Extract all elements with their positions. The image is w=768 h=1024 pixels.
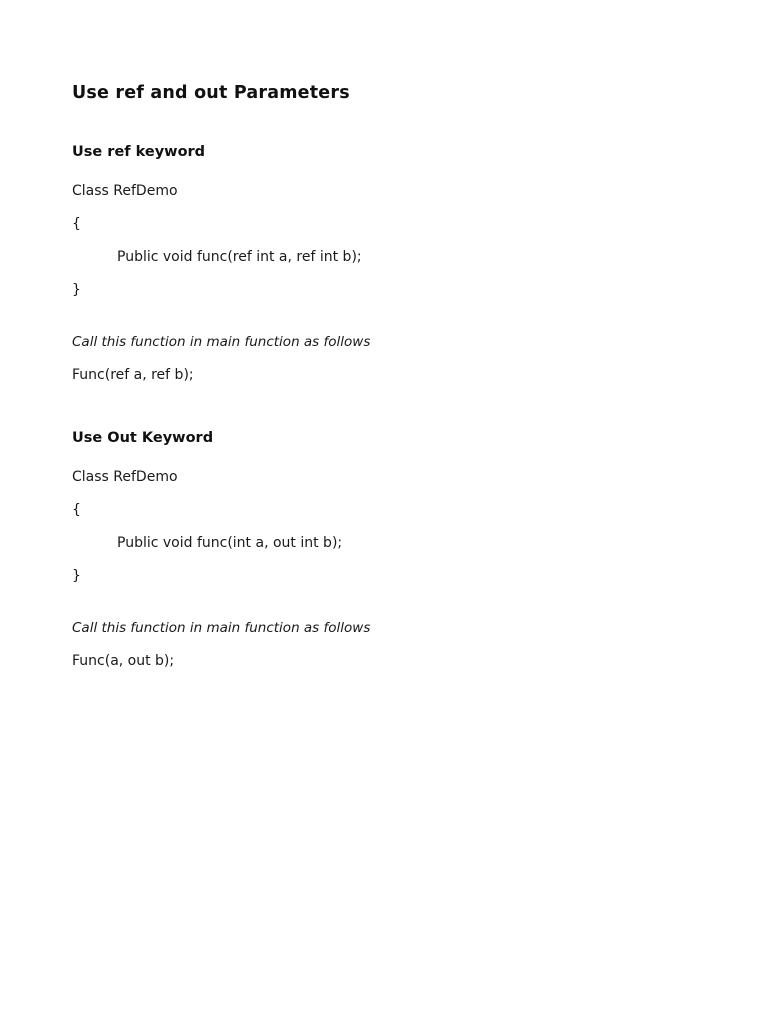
code-line: {	[72, 216, 81, 233]
code-line: Class RefDemo	[72, 183, 178, 200]
section-heading: Use ref keyword	[72, 143, 206, 160]
code-line: }	[72, 567, 81, 584]
spacer	[72, 449, 696, 461]
section-caption: Call this function in main function as follows	[72, 333, 371, 350]
page-title: Use ref and out Parameters	[72, 83, 350, 103]
section-caption: Call this function in main function as follows	[72, 619, 371, 636]
spacer	[72, 593, 696, 613]
spacer	[72, 163, 696, 175]
section-use-out-keyword	[72, 428, 696, 678]
code-line: Public void func(int a, out int b);	[117, 535, 343, 552]
spacer	[72, 392, 696, 428]
section-heading: Use Out Keyword	[72, 429, 214, 446]
spacer	[72, 106, 696, 142]
code-line: {	[72, 502, 81, 519]
code-line: Class RefDemo	[72, 469, 178, 486]
call-line: Func(a, out b);	[72, 652, 175, 669]
spacer	[72, 307, 696, 327]
code-line: Public void func(ref int a, ref int b);	[117, 249, 362, 266]
section-use-ref-keyword	[72, 142, 696, 392]
document-body	[72, 72, 696, 677]
call-line: Func(ref a, ref b);	[72, 366, 194, 383]
code-line: }	[72, 282, 81, 299]
